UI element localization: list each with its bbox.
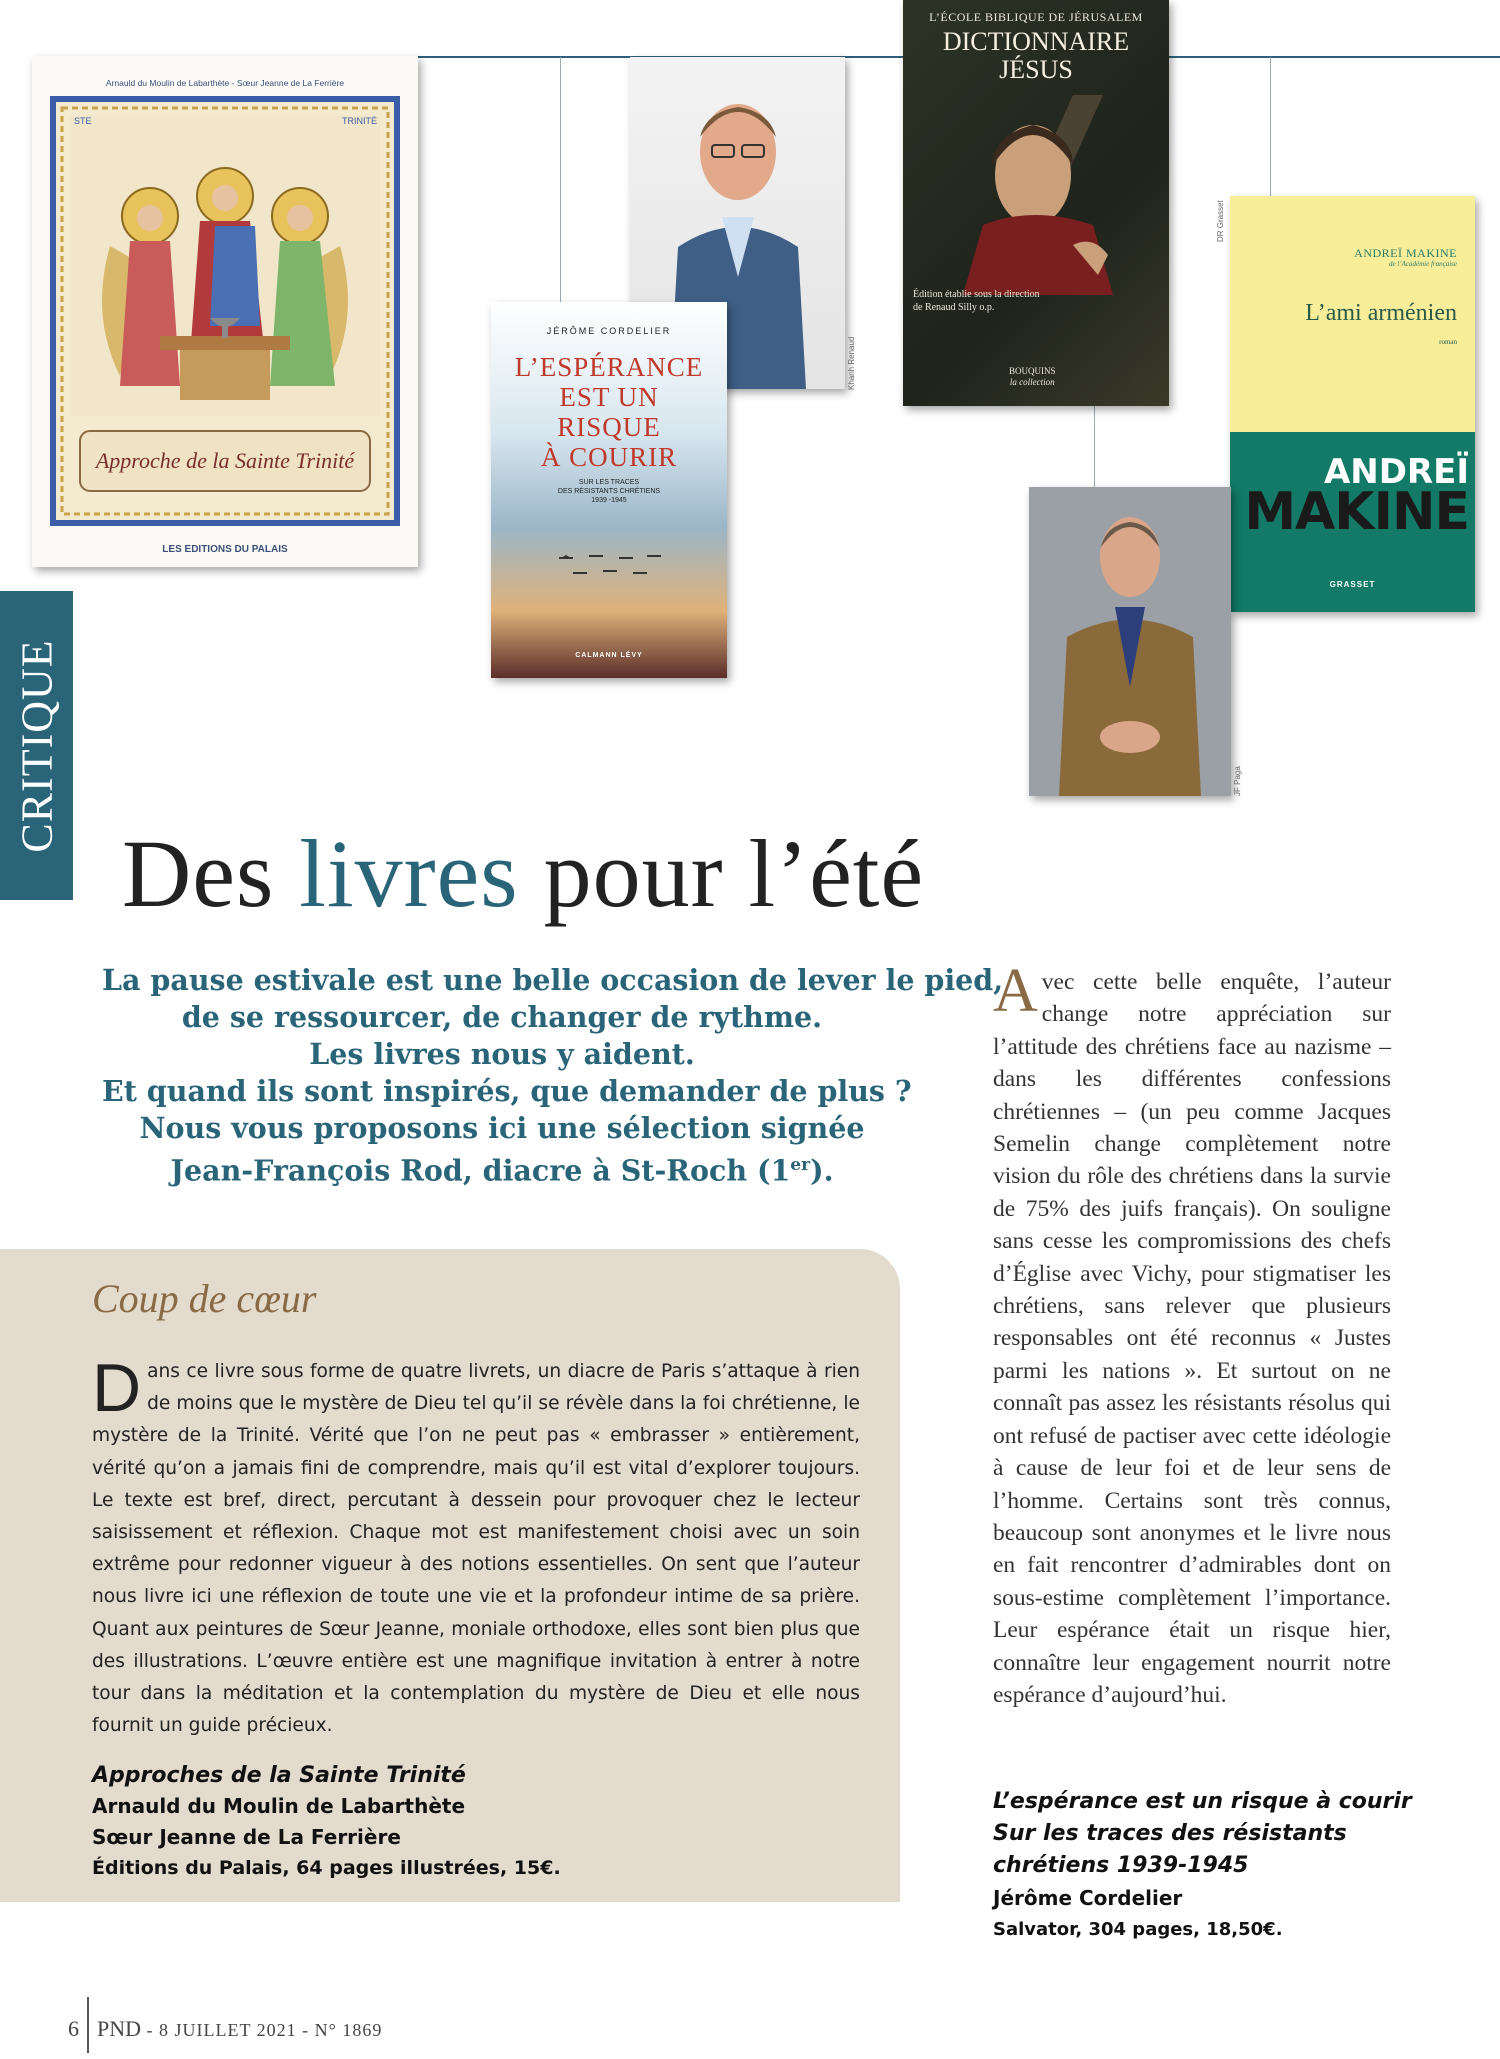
drop-cap: D (92, 1350, 142, 1426)
cover-trinite (32, 56, 418, 567)
review-esperance-body: vec cette belle enquête, l’auteur change notre appréciation sur l’attitude des chrétiens face au nazisme – dans les différentes confessions chrétiennes – (un peu comme Jacques Semelin change complètement notre vision du rôle des chrétiens dans la survie de 75% des juifs français). On souligne sans cesse les compromissions des chefs d’Église avec Vichy, pour stigmatiser les chrétiens, sans relever que plusieurs responsables ont été reconnus « Justes parmi les nations ». Et surtout on ne connaît pas assez les résistants résolus qui ont refusé de pactiser avec cette idéologie à cause de leur foi et de leur sens de l’homme. Certains sont très connus, beaucoup sont anonymes et le livre nous en fait rencontrer d’admirables dont on sous-estime complètement l’importance. Leur espérance était un risque hier, connaître leur engagement nourrit notre espérance d’aujourd’hui. (993, 969, 1391, 1708)
cover-dictionnaire-edition-1: Édition établie sous la direction (913, 289, 1040, 300)
intro-last-sup: er (790, 1155, 811, 1175)
ref-details: Éditions du Palais, 64 pages illustrées, 15€. (92, 1857, 561, 1879)
cover-trinite-label: TRINITÉ (342, 116, 377, 126)
book-reference-trinite (92, 1760, 561, 1884)
planes-icon (551, 550, 671, 590)
ref-author: Jérôme Cordelier (993, 1886, 1183, 1910)
cover-makine-band-2: MAKINE (1244, 482, 1469, 542)
ref-author: Arnauld du Moulin de Labarthète (92, 1794, 466, 1818)
cover-esperance-publisher: CALMANN LÉVY (575, 652, 643, 659)
drop-cap: A (993, 957, 1038, 1025)
photo-credit-2: DR Grasset (1216, 200, 1225, 242)
ref-details: Salvator, 304 pages, 18,50€. (993, 1919, 1283, 1940)
cover-esperance-sub-1: SUR LES TRACES (578, 479, 640, 486)
coup-de-coeur-heading: Coup de cœur (92, 1276, 317, 1321)
ref-title: chrétiens 1939-1945 (993, 1853, 1249, 1878)
cover-dictionnaire-title-2: JÉSUS (999, 55, 1073, 84)
intro-line: Les livres nous y aident. (309, 1037, 695, 1071)
portrait-icon (1029, 487, 1231, 796)
photo-author-makine (1029, 487, 1231, 796)
cover-makine-genre: roman (1439, 338, 1457, 346)
ref-title: Sur les traces des résistants (993, 1821, 1347, 1846)
photo-credit-1: Khanh Renaud (847, 336, 856, 390)
cover-esperance-author: JÉRÔME CORDELIER (546, 326, 672, 336)
cover-esperance-sub-3: 1939 -1945 (591, 497, 627, 504)
intro-last-end: ). (810, 1153, 834, 1188)
christ-painting-icon (923, 95, 1153, 295)
cover-dictionnaire-top: L’ÉCOLE BIBLIQUE DE JÉRUSALEM (929, 10, 1143, 24)
footer-divider (87, 1997, 89, 2053)
intro-line: La pause estivale est une belle occasion de lever le pied, (102, 963, 1004, 997)
ref-title: Approches de la Sainte Trinité (92, 1763, 466, 1788)
title-part-2: pour l’été (518, 820, 925, 927)
intro-line: de se ressourcer, de changer de rythme. (181, 1000, 823, 1034)
intro-last-text: Jean-François Rod, diacre à St-Roch (1 (170, 1153, 791, 1188)
intro-line: Nous vous proposons ici une sélection signée (139, 1111, 865, 1145)
cover-makine-academy: de l’Académie française (1388, 260, 1457, 268)
intro-line-last (102, 1147, 902, 1190)
cover-makine-title: L’ami arménien (1305, 300, 1457, 326)
photo-credit-3: JF Paga (1233, 766, 1242, 796)
cover-dictionnaire-bouquins: BOUQUINS (1009, 366, 1056, 376)
review-esperance-text (993, 957, 1391, 1711)
intro-line: Et quand ils sont inspirés, que demander de plus ? (102, 1074, 912, 1108)
ref-author: Sœur Jeanne de La Ferrière (92, 1825, 401, 1849)
coup-de-coeur-text (92, 1350, 860, 1742)
page-footer (68, 2003, 382, 2059)
intro-paragraph (102, 962, 1004, 1190)
cover-dictionnaire-title-1: DICTIONNAIRE (942, 27, 1130, 56)
ref-title: L’espérance est un risque à courir (993, 1789, 1412, 1814)
cover-dictionnaire-collection: la collection (1009, 377, 1055, 387)
cover-esperance-title-1: L’ESPÉRANCE (514, 352, 704, 382)
cover-makine-band-1: ANDREÏ (1323, 452, 1469, 492)
cover-trinite-authors: Arnauld du Moulin de Labarthète - Sœur Jeanne de La Ferrière (105, 78, 345, 88)
cover-makine-band (1230, 432, 1475, 612)
connector-line (1270, 57, 1271, 197)
cover-esperance (491, 302, 727, 678)
cover-makine-publisher: GRASSET (1329, 580, 1376, 589)
cover-esperance-title-4: À COURIR (540, 442, 678, 472)
cover-esperance-title-2: EST UN (559, 382, 659, 412)
connector-line (560, 57, 561, 307)
cover-esperance-title-3: RISQUE (557, 412, 661, 442)
page-title (122, 818, 924, 929)
issue-date: - 8 JUILLET 2021 - N° 1869 (146, 2020, 383, 2041)
magazine-name: PND (97, 2016, 142, 2042)
page-number: 6 (68, 2016, 79, 2042)
cover-makine (1230, 196, 1475, 612)
section-tab (0, 591, 73, 900)
book-reference-esperance (993, 1786, 1413, 1946)
cover-trinite-publisher: LES EDITIONS DU PALAIS (162, 544, 288, 555)
cover-esperance-sub-2: DES RÉSISTANTS CHRÉTIENS (557, 488, 661, 495)
title-highlight: livres (299, 820, 519, 927)
cover-makine-author: ANDREÏ MAKINE (1354, 246, 1457, 260)
title-part-1: Des (122, 820, 300, 927)
cover-dictionnaire (903, 0, 1169, 406)
coup-de-coeur-body: ans ce livre sous forme de quatre livrets, un diacre de Paris s’attaque à rien de moins que le mystère de Dieu tel qu’il se révèle dans la foi chrétienne, le mystère de la Trinité. Vérité que l’on ne peut pas « embrasser » entièrement, vérité qu’on a jamais fini de comprendre, mais qu’il est vital d’explorer toujours. Le texte est bref, direct, percutant à dessein pour provoquer chez le lecteur saisissement et réflexion. Chaque mot est manifestement choisi avec un soin extrême pour redonner vigueur à des notions essentielles. On sent que l’auteur nous livre ici une réflexion de toute une vie et la profondeur intime de sa prière. Quant aux peintures de Sœur Jeanne, moniale orthodoxe, elles sont bien plus que des illustrations. L’œuvre entière est une magnifique invitation à entrer à notre tour dans la méditation et la contemplation du mystère de Dieu et elle nous fournit un guide précieux. (92, 1361, 860, 1737)
cover-trinite-scroll-title: Approche de la Sainte Trinité (95, 448, 355, 473)
section-tab-label: CRITIQUE (12, 638, 61, 853)
cover-trinite-ste: STE (74, 116, 92, 126)
cover-dictionnaire-edition-2: de Renaud Silly o.p. (913, 302, 995, 313)
